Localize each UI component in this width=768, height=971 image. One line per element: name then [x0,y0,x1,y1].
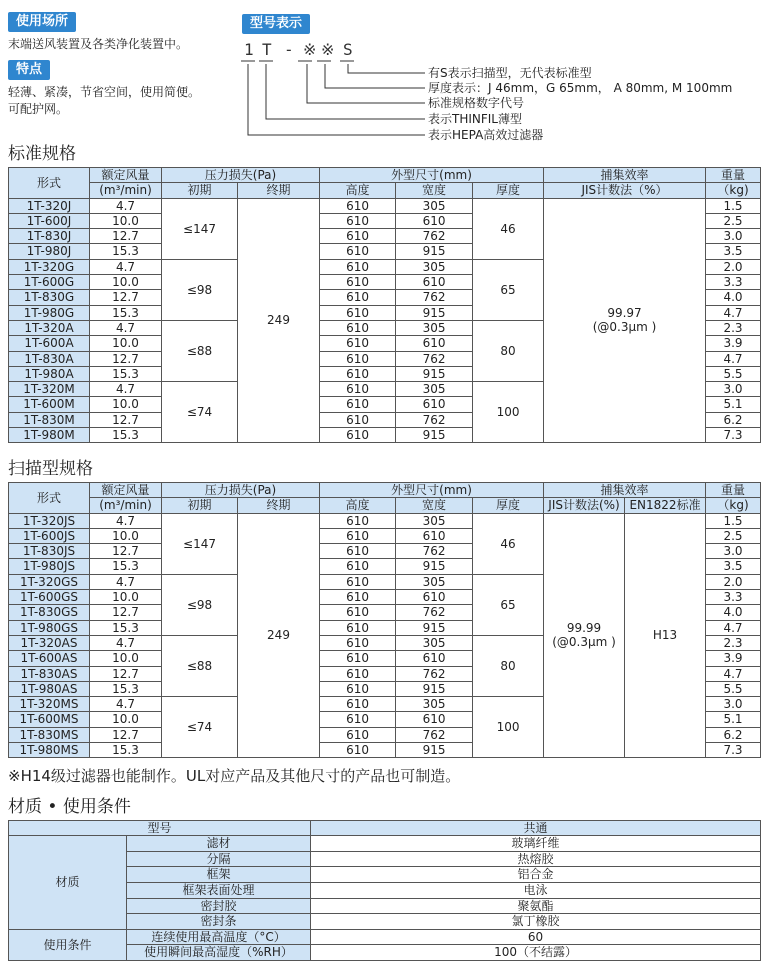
header-pressure: 压力损失(Pa) [162,168,320,183]
airflow-cell: 4.7 [90,198,162,213]
header-width: 宽度 [396,183,473,198]
airflow-cell: 4.7 [90,320,162,335]
width-cell: 305 [396,635,473,650]
weight-cell: 3.0 [706,229,761,244]
width-cell: 762 [396,666,473,681]
height-cell: 610 [320,513,396,528]
table-row [9,929,761,945]
weight-cell: 4.7 [706,666,761,681]
material-item: 分隔 [127,851,311,867]
thickness-cell: 100 [473,697,544,758]
height-cell: 610 [320,305,396,320]
weight-cell: 2.0 [706,259,761,274]
initial-pressure-cell: ≤88 [162,635,238,696]
thickness-cell: 80 [473,320,544,381]
height-cell: 610 [320,605,396,620]
model-cell: 1T-320JS [9,513,90,528]
header-width: 宽度 [396,498,473,513]
model-cell: 1T-600GS [9,590,90,605]
header-size: 外型尺寸(mm) [320,483,544,498]
header-final: 终期 [238,498,320,513]
condition-item: 连续使用最高温度（°C） [127,929,311,945]
model-char-3: - [284,40,294,59]
model-cell: 1T-980A [9,366,90,381]
thickness-cell: 80 [473,635,544,696]
materials-title: 材质 • 使用条件 [8,797,131,817]
height-cell: 610 [320,559,396,574]
weight-cell: 7.3 [706,743,761,758]
model-cell: 1T-830A [9,351,90,366]
model-cell: 1T-830AS [9,666,90,681]
features-line-2: 可配护网。 [8,102,69,116]
width-cell: 915 [396,743,473,758]
header-airflow: 额定风量 [90,483,162,498]
model-cell: 1T-600G [9,275,90,290]
weight-cell: 4.7 [706,305,761,320]
weight-cell: 6.2 [706,727,761,742]
thickness-cell: 46 [473,198,544,259]
header-airflow-unit: (m³/min) [90,183,162,198]
height-cell: 610 [320,574,396,589]
model-cell: 1T-600M [9,397,90,412]
header-initial: 初期 [162,498,238,513]
model-cell: 1T-320M [9,382,90,397]
initial-pressure-cell: ≤98 [162,259,238,320]
thickness-cell: 65 [473,574,544,635]
model-cell: 1T-980MS [9,743,90,758]
header-jis: JIS计数法(%) [544,498,625,513]
initial-pressure-cell: ≤88 [162,320,238,381]
header-model: 形式 [9,483,90,514]
model-cell: 1T-830M [9,412,90,427]
weight-cell: 4.7 [706,620,761,635]
condition-label: 使用条件 [9,929,127,960]
width-cell: 610 [396,651,473,666]
width-cell: 610 [396,336,473,351]
width-cell: 610 [396,590,473,605]
airflow-cell: 4.7 [90,259,162,274]
header-thickness: 厚度 [473,498,544,513]
height-cell: 610 [320,697,396,712]
model-char-2: T [262,40,272,59]
model-char-1: 1 [244,40,254,59]
weight-cell: 5.1 [706,397,761,412]
width-cell: 762 [396,727,473,742]
height-cell: 610 [320,290,396,305]
material-value: 铝合金 [311,867,761,883]
airflow-cell: 10.0 [90,275,162,290]
material-value: 氯丁橡胶 [311,914,761,930]
height-cell: 610 [320,412,396,427]
model-cell: 1T-980JS [9,559,90,574]
height-cell: 610 [320,229,396,244]
airflow-cell: 15.3 [90,743,162,758]
header-height: 高度 [320,498,396,513]
efficiency-cell [544,513,625,758]
model-cell: 1T-600AS [9,651,90,666]
thickness-cell: 65 [473,259,544,320]
airflow-cell: 15.3 [90,681,162,696]
model-cell: 1T-830G [9,290,90,305]
weight-cell: 5.5 [706,681,761,696]
airflow-cell: 10.0 [90,590,162,605]
header-efficiency: 捕集效率 [544,168,706,183]
header-model: 形式 [9,168,90,199]
model-cell: 1T-320G [9,259,90,274]
height-cell: 610 [320,213,396,228]
weight-cell: 5.1 [706,712,761,727]
header-jis: JIS计数法（%） [544,183,706,198]
table-row [9,513,761,528]
width-cell: 915 [396,620,473,635]
width-cell: 915 [396,681,473,696]
final-pressure-cell: 249 [238,513,320,758]
height-cell: 610 [320,366,396,381]
height-cell: 610 [320,351,396,366]
airflow-cell: 15.3 [90,559,162,574]
weight-cell: 5.5 [706,366,761,381]
model-cell: 1T-320AS [9,635,90,650]
model-cell: 1T-600MS [9,712,90,727]
width-cell: 610 [396,397,473,412]
height-cell: 610 [320,620,396,635]
width-cell: 610 [396,712,473,727]
thickness-cell: 100 [473,382,544,443]
width-cell: 305 [396,259,473,274]
width-cell: 762 [396,351,473,366]
model-notation-badge: 型号表示 [242,14,310,34]
weight-cell: 2.5 [706,528,761,543]
airflow-cell: 15.3 [90,305,162,320]
initial-pressure-cell: ≤74 [162,697,238,758]
width-cell: 305 [396,697,473,712]
header-airflow: 额定风量 [90,168,162,183]
header-type: 型号 [9,821,311,836]
condition-value: 60 [311,929,761,945]
weight-cell: 4.0 [706,605,761,620]
weight-cell: 3.0 [706,382,761,397]
usage-badge: 使用场所 [8,12,76,32]
width-cell: 762 [396,229,473,244]
airflow-cell: 4.7 [90,574,162,589]
material-value: 玻璃纤维 [311,836,761,852]
material-item: 框架 [127,867,311,883]
model-char-4: ※ [303,40,317,59]
material-value: 聚氨酯 [311,898,761,914]
airflow-cell: 4.7 [90,513,162,528]
height-cell: 610 [320,336,396,351]
width-cell: 305 [396,320,473,335]
model-desc-hepa: 表示HEPA高效过滤器 [428,128,544,142]
width-cell: 762 [396,605,473,620]
width-cell: 610 [396,213,473,228]
airflow-cell: 10.0 [90,397,162,412]
airflow-cell: 12.7 [90,605,162,620]
materials-table [8,820,761,961]
height-cell: 610 [320,590,396,605]
header-pressure: 压力损失(Pa) [162,483,320,498]
model-cell: 1T-600A [9,336,90,351]
width-cell: 915 [396,428,473,443]
efficiency-value: 99.99 [566,621,602,636]
width-cell: 915 [396,366,473,381]
model-cell: 1T-980G [9,305,90,320]
weight-cell: 2.3 [706,635,761,650]
width-cell: 610 [396,275,473,290]
header-airflow-unit: (m³/min) [90,498,162,513]
standard-spec-title: 标准规格 [8,144,76,164]
height-cell: 610 [320,712,396,727]
height-cell: 610 [320,275,396,290]
model-desc-size-code: 标准规格数字代号 [428,96,525,110]
model-cell: 1T-320J [9,198,90,213]
height-cell: 610 [320,635,396,650]
efficiency-note: (@0.3μm ) [592,320,657,335]
weight-cell: 7.3 [706,428,761,443]
airflow-cell: 4.7 [90,635,162,650]
height-cell: 610 [320,743,396,758]
efficiency-value: 99.97 [607,306,642,321]
efficiency-cell [544,198,706,443]
header-initial: 初期 [162,183,238,198]
model-cell: 1T-830MS [9,727,90,742]
features-badge: 特点 [8,60,50,80]
height-cell: 610 [320,428,396,443]
material-item: 密封条 [127,914,311,930]
airflow-cell: 15.3 [90,366,162,381]
model-cell: 1T-980GS [9,620,90,635]
width-cell: 762 [396,290,473,305]
width-cell: 305 [396,382,473,397]
material-item: 框架表面处理 [127,883,311,899]
weight-cell: 3.5 [706,244,761,259]
material-item: 密封胶 [127,898,311,914]
final-pressure-cell: 249 [238,198,320,443]
weight-cell: 6.2 [706,412,761,427]
airflow-cell: 12.7 [90,544,162,559]
model-cell: 1T-600J [9,213,90,228]
airflow-cell: 15.3 [90,428,162,443]
airflow-cell: 10.0 [90,528,162,543]
material-value: 热熔胶 [311,851,761,867]
airflow-cell: 12.7 [90,351,162,366]
model-cell: 1T-320A [9,320,90,335]
airflow-cell: 12.7 [90,229,162,244]
table-row [9,198,761,213]
standard-spec-table [8,167,761,443]
header-weight-unit: （kg) [706,183,761,198]
height-cell: 610 [320,727,396,742]
airflow-cell: 4.7 [90,382,162,397]
weight-cell: 3.9 [706,336,761,351]
weight-cell: 3.3 [706,590,761,605]
condition-value: 100（不结露） [311,945,761,961]
model-cell: 1T-830GS [9,605,90,620]
initial-pressure-cell: ≤147 [162,198,238,259]
header-common: 共通 [311,821,761,836]
model-cell: 1T-320MS [9,697,90,712]
airflow-cell: 10.0 [90,336,162,351]
weight-cell: 3.0 [706,697,761,712]
features-line-1: 轻薄、紧凑，节省空间，使用简便。 [8,85,201,99]
scan-spec-title: 扫描型规格 [8,459,93,479]
model-desc-thickness: 厚度表示：J 46mm，G 65mm， A 80mm, M 100mm [428,81,733,95]
airflow-cell: 10.0 [90,213,162,228]
width-cell: 305 [396,198,473,213]
model-cell: 1T-600JS [9,528,90,543]
header-weight: 重量 [706,168,761,183]
footnote: ※H14级过滤器也能制作。UL对应产品及其他尺寸的产品也可制造。 [8,767,461,785]
weight-cell: 4.7 [706,351,761,366]
initial-pressure-cell: ≤74 [162,382,238,443]
airflow-cell: 15.3 [90,620,162,635]
en1822-cell: H13 [625,513,706,758]
width-cell: 610 [396,528,473,543]
airflow-cell: 12.7 [90,727,162,742]
header-final: 终期 [238,183,320,198]
condition-item: 使用瞬间最高湿度（%RH） [127,945,311,961]
weight-cell: 3.0 [706,544,761,559]
model-cell: 1T-980M [9,428,90,443]
airflow-cell: 4.7 [90,697,162,712]
header-size: 外型尺寸(mm) [320,168,544,183]
height-cell: 610 [320,666,396,681]
scan-spec-table [8,482,761,758]
airflow-cell: 15.3 [90,244,162,259]
model-char-6: S [343,40,353,59]
efficiency-note: (@0.3μm ) [552,635,616,650]
model-desc-thinfil: 表示THINFIL薄型 [428,112,522,126]
header-thickness: 厚度 [473,183,544,198]
height-cell: 610 [320,259,396,274]
height-cell: 610 [320,382,396,397]
width-cell: 915 [396,305,473,320]
height-cell: 610 [320,244,396,259]
height-cell: 610 [320,320,396,335]
weight-cell: 2.0 [706,574,761,589]
weight-cell: 2.3 [706,320,761,335]
thickness-cell: 46 [473,513,544,574]
model-char-5: ※ [321,40,335,59]
airflow-cell: 10.0 [90,651,162,666]
header-weight-unit: （kg) [706,498,761,513]
airflow-cell: 12.7 [90,290,162,305]
height-cell: 610 [320,397,396,412]
width-cell: 915 [396,244,473,259]
weight-cell: 4.0 [706,290,761,305]
model-connector-lines [0,0,768,160]
airflow-cell: 12.7 [90,412,162,427]
model-desc-scan: 有S表示扫描型，无代表标准型 [428,66,592,80]
model-cell: 1T-830JS [9,544,90,559]
material-item: 滤材 [127,836,311,852]
weight-cell: 1.5 [706,513,761,528]
weight-cell: 1.5 [706,198,761,213]
material-value: 电泳 [311,883,761,899]
initial-pressure-cell: ≤147 [162,513,238,574]
header-height: 高度 [320,183,396,198]
width-cell: 305 [396,574,473,589]
model-cell: 1T-980AS [9,681,90,696]
height-cell: 610 [320,544,396,559]
table-row [9,836,761,852]
header-efficiency: 捕集效率 [544,483,706,498]
height-cell: 610 [320,651,396,666]
model-cell: 1T-320GS [9,574,90,589]
weight-cell: 2.5 [706,213,761,228]
header-weight: 重量 [706,483,761,498]
weight-cell: 3.3 [706,275,761,290]
height-cell: 610 [320,681,396,696]
material-label: 材质 [9,836,127,930]
width-cell: 762 [396,544,473,559]
width-cell: 915 [396,559,473,574]
model-cell: 1T-830J [9,229,90,244]
initial-pressure-cell: ≤98 [162,574,238,635]
airflow-cell: 10.0 [90,712,162,727]
height-cell: 610 [320,198,396,213]
width-cell: 762 [396,412,473,427]
airflow-cell: 12.7 [90,666,162,681]
model-cell: 1T-980J [9,244,90,259]
usage-text: 末端送风装置及各类净化装置中。 [8,37,189,51]
header-en1822: EN1822标准 [625,498,706,513]
height-cell: 610 [320,528,396,543]
weight-cell: 3.9 [706,651,761,666]
width-cell: 305 [396,513,473,528]
weight-cell: 3.5 [706,559,761,574]
